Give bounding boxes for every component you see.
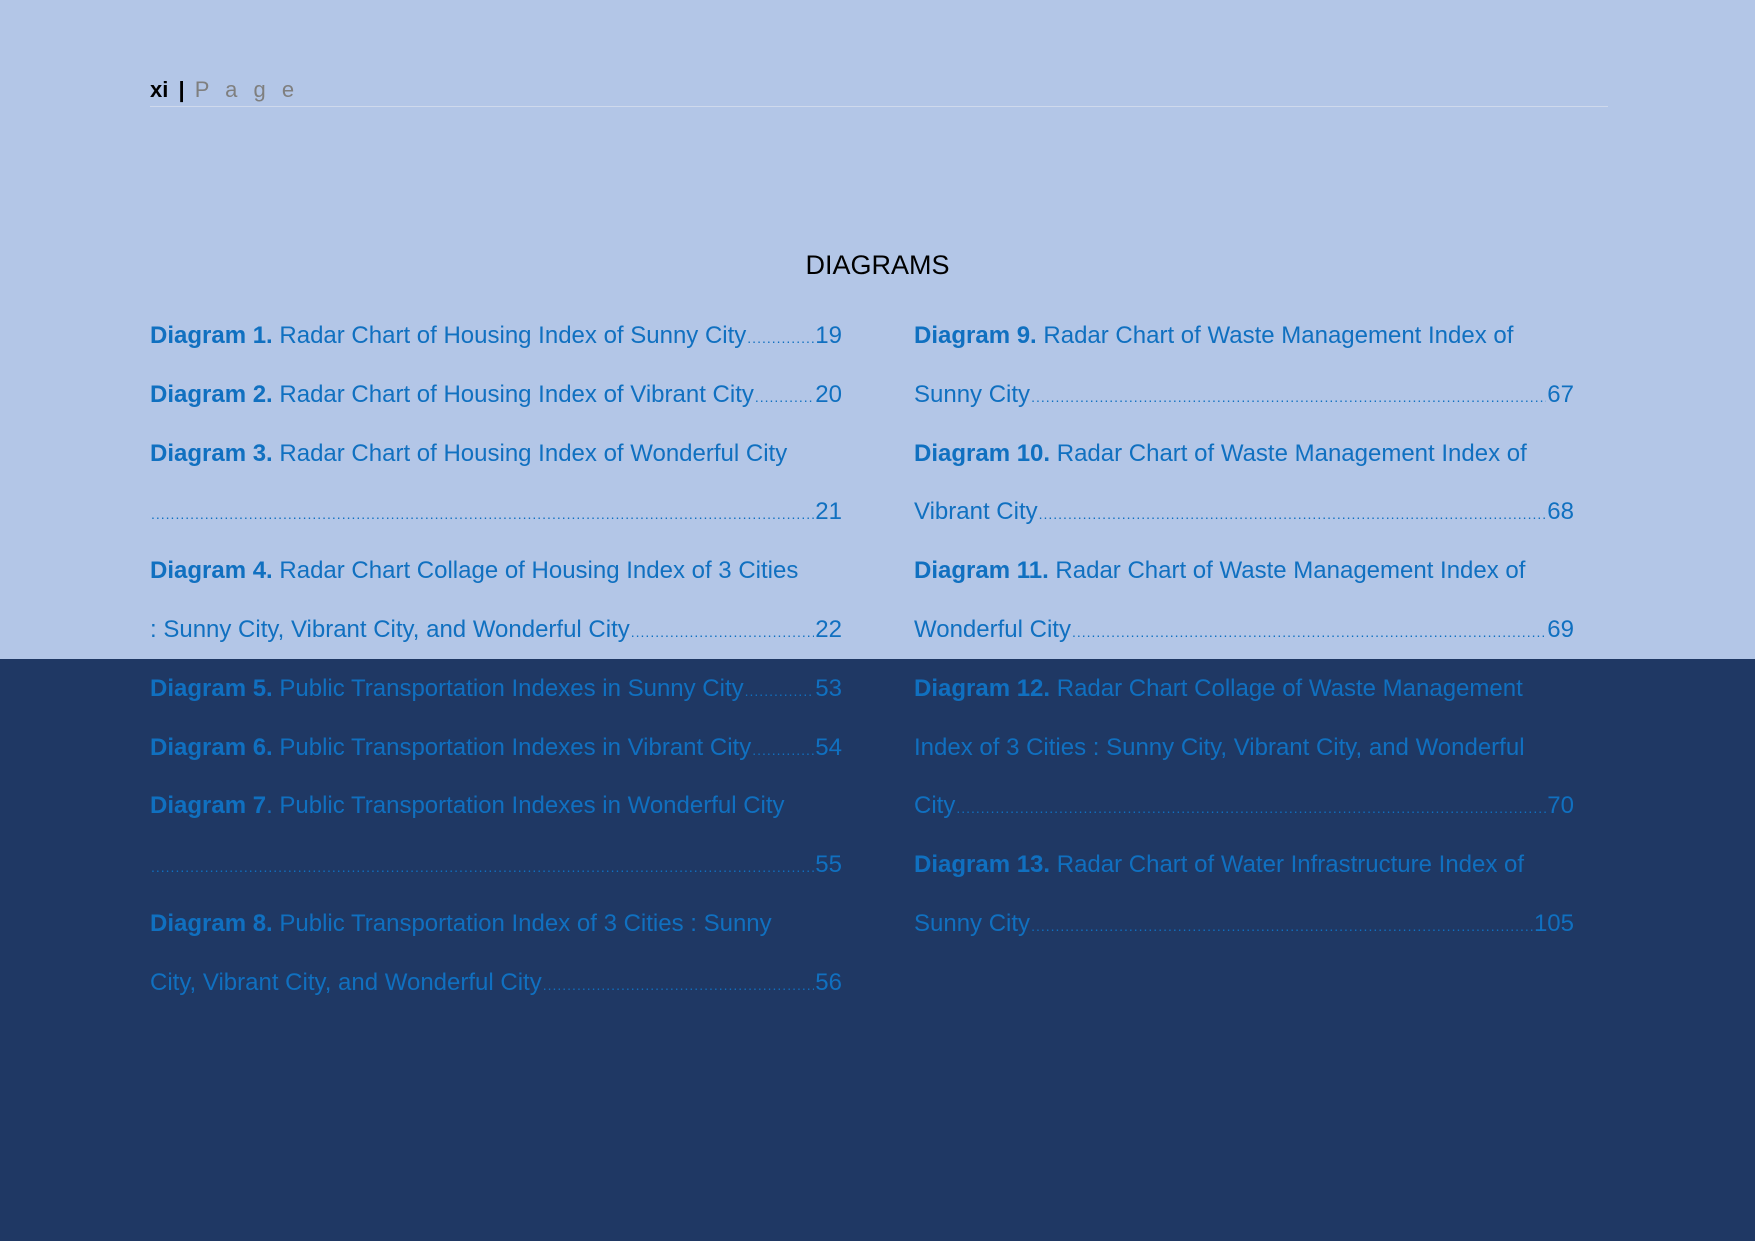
toc-entry-diagram-11[interactable] — [914, 547, 1574, 606]
entry-label: Diagram 5. — [150, 674, 273, 702]
entry-label: Diagram 10. — [914, 439, 1051, 467]
entry-text: Radar Chart of Water Infrastructure Index of — [1050, 851, 1525, 879]
entry-text-line2: Index of 3 Cities : Sunny City, Vibrant City, and Wonderful — [914, 733, 1525, 761]
dot-leader — [151, 490, 814, 538]
entry-page: 54 — [815, 733, 842, 761]
dot-leader — [1039, 490, 1547, 538]
entry-page: 105 — [1533, 909, 1574, 937]
toc-entry-diagram-5[interactable] — [150, 665, 842, 724]
dot-leader — [747, 314, 814, 362]
entry-page: 19 — [815, 322, 842, 349]
page-number: xi — [150, 77, 169, 102]
toc-entry-diagram-13-continuation[interactable] — [914, 900, 1574, 959]
entry-continuation: City, Vibrant City, and Wonderful City — [150, 968, 542, 996]
entry-label: Diagram 1. — [150, 322, 273, 349]
page-header — [150, 74, 1608, 107]
entry-text: Radar Chart of Waste Management Index of — [1036, 322, 1514, 349]
toc-entry-diagram-12[interactable] — [914, 665, 1574, 724]
dot-leader — [543, 961, 815, 1009]
toc-entry-diagram-8[interactable] — [150, 900, 842, 959]
entry-text: Radar Chart of Waste Management Index of — [1050, 439, 1527, 467]
entry-label: Diagram 11. — [914, 557, 1049, 585]
entry-label: Diagram 12. — [914, 674, 1051, 702]
toc-entry-diagram-8-continuation[interactable] — [150, 959, 842, 1018]
header-separator: | — [178, 77, 185, 102]
entry-page: 21 — [815, 498, 842, 526]
dot-leader — [151, 843, 814, 891]
entry-page: 55 — [815, 851, 842, 879]
toc-entry-diagram-13[interactable] — [914, 841, 1574, 900]
toc-entry-diagram-10-continuation[interactable] — [914, 488, 1574, 547]
entry-text: Radar Chart of Housing Index of Wonderful City — [272, 439, 788, 467]
entry-page: 22 — [815, 615, 842, 643]
dot-leader — [752, 726, 814, 774]
toc-entry-diagram-11-continuation[interactable] — [914, 606, 1574, 665]
entry-continuation: : Sunny City, Vibrant City, and Wonderful City — [150, 615, 630, 643]
toc-entry-diagram-2[interactable] — [150, 371, 842, 430]
entry-label: Diagram 3. — [150, 439, 273, 467]
entry-continuation: City — [914, 792, 956, 820]
toc-entry-diagram-4[interactable] — [150, 547, 842, 606]
entry-label: Diagram 2. — [150, 380, 273, 408]
dot-leader — [631, 608, 815, 656]
entry-page: 69 — [1547, 615, 1574, 643]
entry-page: 70 — [1547, 792, 1574, 820]
entry-label: Diagram 13. — [914, 851, 1051, 879]
entry-text: Public Transportation Indexes in Vibrant City — [272, 733, 752, 761]
dot-leader — [1072, 608, 1546, 656]
entry-text: Public Transportation Index of 3 Cities : Sunny — [272, 909, 772, 937]
diagram-list-right — [914, 312, 1574, 959]
dot-leader — [755, 373, 814, 421]
toc-entry-diagram-7[interactable] — [150, 782, 842, 841]
toc-entry-diagram-12-line2[interactable] — [914, 724, 1574, 783]
entry-continuation: Sunny City — [914, 909, 1031, 937]
entry-text: Radar Chart Collage of Waste Management — [1050, 674, 1523, 702]
entry-page: 56 — [815, 968, 842, 996]
entry-continuation: Wonderful City — [914, 615, 1071, 643]
entry-label: Diagram 7 — [150, 792, 267, 820]
toc-entry-diagram-6[interactable] — [150, 724, 842, 783]
toc-entry-diagram-4-continuation[interactable] — [150, 606, 842, 665]
entry-label: Diagram 4. — [150, 557, 273, 585]
toc-entry-diagram-1[interactable] — [150, 312, 842, 371]
dot-leader — [956, 784, 1546, 832]
entry-label: Diagram 9. — [914, 322, 1037, 349]
entry-text: Public Transportation Indexes in Sunny City — [272, 674, 744, 702]
toc-entry-diagram-7-continuation[interactable] — [150, 841, 842, 900]
toc-entry-diagram-12-continuation[interactable] — [914, 782, 1574, 841]
toc-entry-diagram-9-continuation[interactable] — [914, 371, 1574, 430]
section-title: DIAGRAMS — [805, 250, 950, 280]
toc-entry-diagram-3[interactable] — [150, 430, 842, 489]
diagram-list-left — [150, 312, 842, 1018]
entry-label: Diagram 8. — [150, 909, 273, 937]
page-label: P a g e — [194, 77, 300, 102]
entry-page: 67 — [1547, 380, 1574, 408]
entry-label: Diagram 6. — [150, 733, 273, 761]
toc-entry-diagram-9[interactable] — [914, 312, 1574, 371]
entry-text: Radar Chart of Waste Management Index of — [1048, 557, 1526, 585]
entry-page: 20 — [815, 380, 842, 408]
toc-entry-diagram-10[interactable] — [914, 430, 1574, 489]
entry-page: 53 — [815, 674, 842, 702]
entry-text: Radar Chart Collage of Housing Index of 3 Cities — [272, 557, 799, 585]
entry-text: Radar Chart of Housing Index of Sunny City — [272, 322, 747, 349]
dot-leader — [1031, 902, 1533, 950]
dot-leader — [1031, 373, 1546, 421]
entry-continuation: Sunny City — [914, 380, 1031, 408]
toc-entry-diagram-3-continuation[interactable] — [150, 488, 842, 547]
entry-continuation: Vibrant City — [914, 498, 1038, 526]
entry-text: . Public Transportation Indexes in Wonderful City — [266, 792, 785, 820]
entry-page: 68 — [1547, 498, 1574, 526]
dot-leader — [745, 667, 815, 715]
entry-text: Radar Chart of Housing Index of Vibrant City — [272, 380, 754, 408]
